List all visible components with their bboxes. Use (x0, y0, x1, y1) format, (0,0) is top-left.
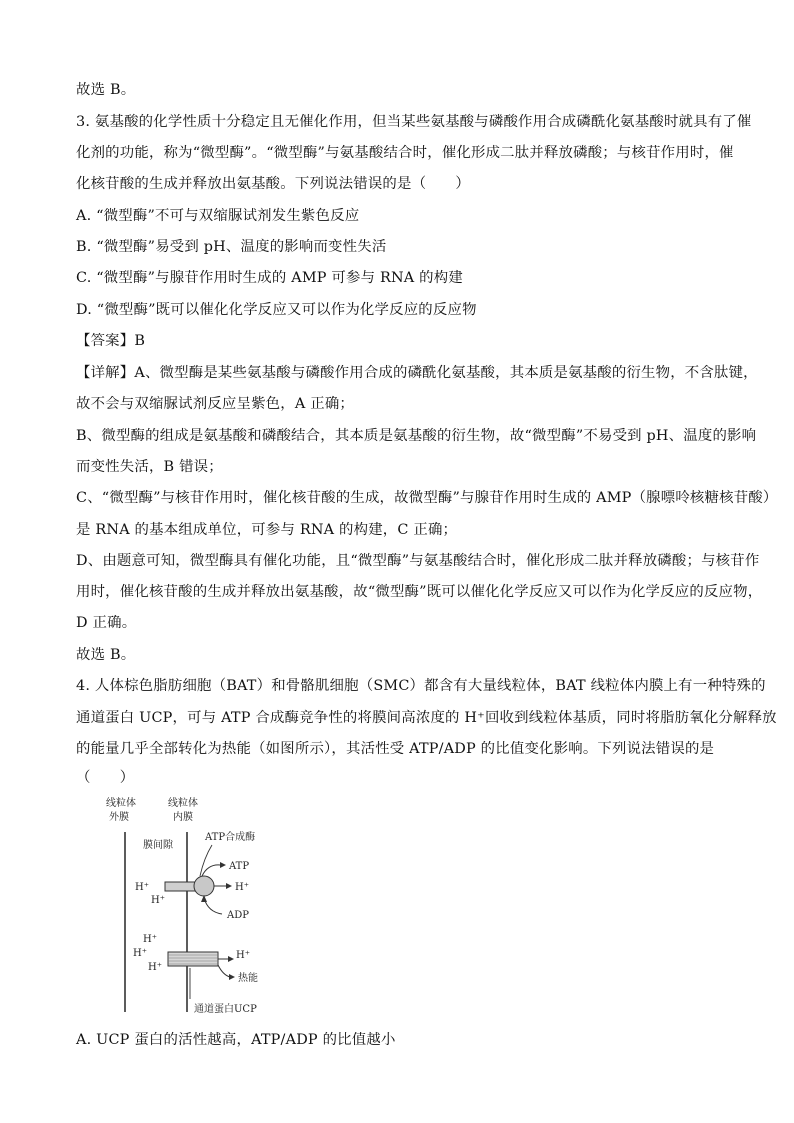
question-3-line-2: 化剂的功能，称为“微型酶”。“微型酶”与氨基酸结合时，催化形成二肽并释放磷酸；与核苷作用时，催 (76, 145, 734, 161)
adp-label: ADP (227, 910, 249, 921)
explanation-line: 【详解】A、微型酶是某些氨基酸与磷酸作用合成的磷酰化氨基酸，其本质是氨基酸的衍生物，不含肽键， (76, 365, 758, 381)
proton-label: H⁺ (148, 962, 162, 973)
explanation-line: 用时，催化核苷酸的生成并释放出氨基酸，故“微型酶”既可以催化化学反应又可以作为化学反应的反应物， (76, 584, 763, 600)
adp-arrow (204, 898, 222, 914)
explanation-line: 是 RNA 的基本组成单位，可参与 RNA 的构建，C 正确； (76, 522, 458, 538)
text-line: 故选 B。 (76, 82, 136, 98)
question-3-line-3: 化核苷酸的生成并释放出氨基酸。下列说法错误的是（ ） (76, 176, 470, 192)
proton-label: H⁺ (133, 948, 147, 959)
inner-membrane-label: 内膜 (173, 812, 193, 823)
question-4-line-3: 的能量几乎全部转化为热能（如图所示），其活性受 ATP/ADP 的比值变化影响。下列说法错误的是 (76, 741, 715, 757)
heat-arrow (218, 965, 230, 977)
proton-label: H⁺ (143, 934, 157, 945)
mitochondria-membrane-diagram (96, 792, 296, 1022)
explanation-line: 故不会与双缩脲试剂反应呈紫色，A 正确； (76, 396, 354, 412)
inner-membrane-label: 线粒体 (168, 798, 198, 809)
question-4-line-2: 通道蛋白 UCP，可与 ATP 合成酶竞争性的将膜间高浓度的 H⁺回收到线粒体基质，同时将脂肪氧化分解释放 (76, 710, 777, 726)
explanation-line: B、微型酶的组成是氨基酸和磷酸结合，其本质是氨基酸的衍生物，故“微型酶”不易受到 pH、温度的影响 (76, 428, 757, 444)
atp-synthase-head (194, 876, 214, 896)
explanation-line: C、“微型酶”与核苷作用时，催化核苷酸的生成，故微型酶”与腺苷作用时生成的 AMP（腺嘌呤核糖核苷酸） (76, 490, 778, 506)
heat-label: 热能 (238, 973, 258, 984)
proton-label: H⁺ (135, 882, 149, 893)
proton-label: H⁺ (235, 882, 249, 893)
arrowhead-icon (229, 974, 235, 980)
option-b: B. “微型酶”易受到 pH、温度的影响而变性失活 (76, 239, 387, 255)
intermembrane-space-label: 膜间隙 (143, 840, 173, 851)
question-4-line-1: 4. 人体棕色脂肪细胞（BAT）和骨骼肌细胞（SMC）都含有大量线粒体，BAT 线粒体内膜上有一种特殊的 (76, 678, 766, 694)
arrowhead-icon (228, 956, 234, 962)
atp-arrow (202, 865, 220, 876)
option-d: D. “微型酶”既可以催化化学反应又可以作为化学反应的反应物 (76, 302, 477, 318)
question-4-line-4: （ ） (76, 770, 135, 786)
atp-label: ATP (229, 861, 250, 872)
atp-synthase-pointer (200, 845, 212, 876)
text-line: 故选 B。 (76, 647, 136, 663)
explanation-line: D、由题意可知，微型酶具有催化功能，且“微型酶”与氨基酸结合时，催化形成二肽并释放磷酸；与核苷作 (76, 553, 760, 569)
arrowhead-icon (226, 883, 232, 889)
proton-label: H⁺ (236, 950, 250, 961)
ucp-label: 通道蛋白UCP (194, 1004, 257, 1015)
option-a: A. “微型酶”不可与双缩脲试剂发生紫色反应 (76, 208, 360, 224)
proton-label: H⁺ (151, 895, 165, 906)
outer-membrane-label: 线粒体 (106, 798, 136, 809)
explanation-line: D 正确。 (76, 615, 137, 631)
option-c: C. “微型酶”与腺苷作用时生成的 AMP 可参与 RNA 的构建 (76, 270, 463, 286)
atp-synthase-label: ATP合成酶 (205, 832, 256, 843)
answer: 【答案】B (76, 333, 146, 349)
question-3-line-1: 3. 氨基酸的化学性质十分稳定且无催化作用，但当某些氨基酸与磷酸作用合成磷酰化氨基酸时就具有了催 (76, 114, 752, 130)
arrowhead-icon (220, 862, 226, 868)
option-a: A. UCP 蛋白的活性越高，ATP/ADP 的比值越小 (76, 1032, 396, 1048)
outer-membrane-label: 外膜 (109, 812, 129, 823)
explanation-line: 而变性失活，B 错误； (76, 459, 223, 475)
